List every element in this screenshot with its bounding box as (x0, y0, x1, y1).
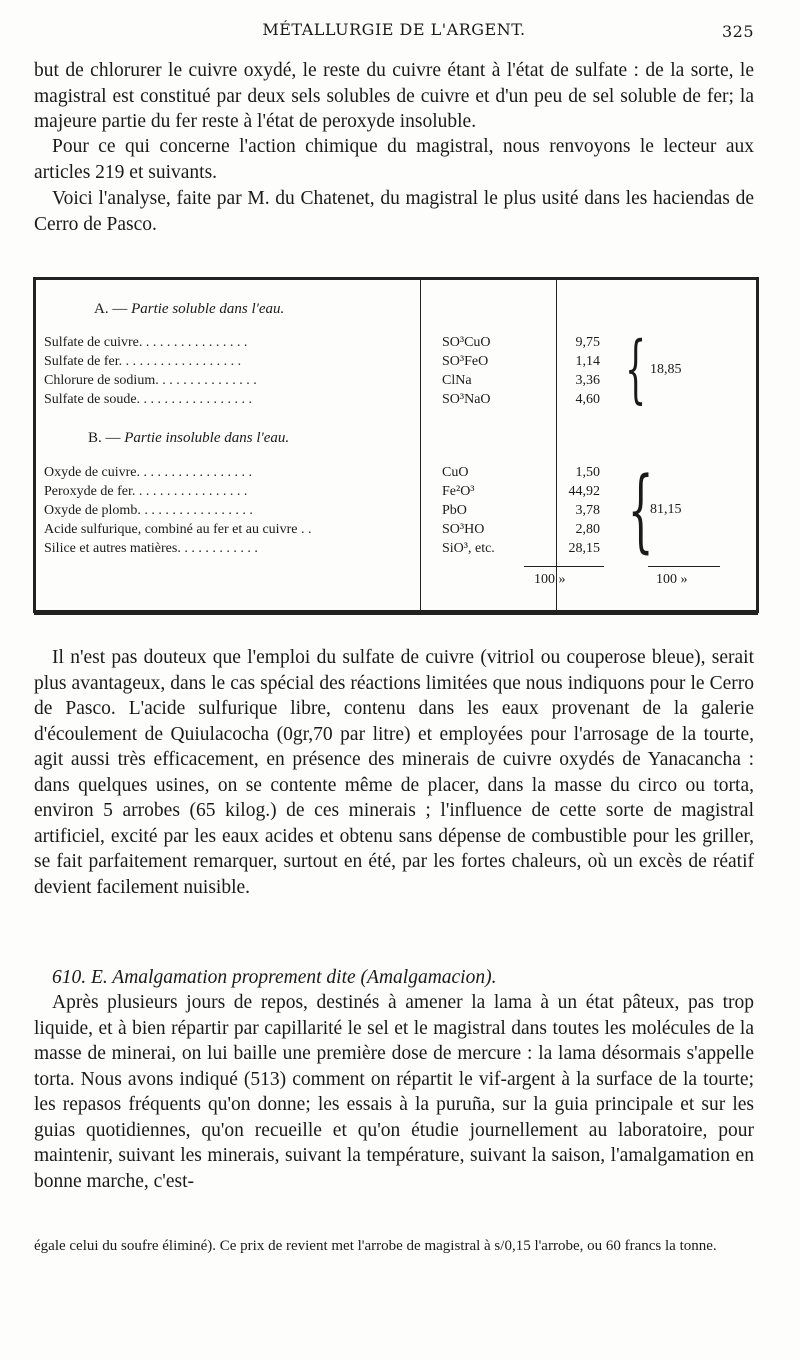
brace-b: { (627, 458, 654, 563)
total-left: 100 » (534, 572, 566, 587)
table-row-name: Acide sulfurique, combiné au fer et au cuivre . . (44, 522, 312, 537)
table-row-value: 28,15 (568, 541, 600, 556)
subtotal-a: 18,85 (650, 362, 682, 377)
total-right: 100 » (656, 572, 688, 587)
table-row-name: Sulfate de soude. . . . . . . . . . . . . . . . . (44, 392, 253, 407)
table-row-value: 3,78 (575, 503, 600, 518)
table-row-formula: PbO (442, 503, 467, 518)
section-heading: 610. E. Amalgamation proprement dite (Amalgamacion). (52, 967, 497, 988)
table-row-formula: SO³FeO (442, 354, 489, 369)
table-row-name: Sulfate de fer. . . . . . . . . . . . . . . . . . (44, 354, 242, 369)
table-row-value: 3,36 (575, 373, 600, 388)
table-row-value: 1,14 (575, 354, 600, 369)
footnote: égale celui du soufre éliminé). Ce prix de revient met l'arrobe de magistral à s/0,15 l'arrobe, ou 60 francs la tonne. (34, 1238, 717, 1254)
sum-rule (648, 566, 720, 567)
page-number: 325 (721, 22, 754, 41)
paragraph: Pour ce qui concerne l'action chimique du magistral, nous renvoyons le lecteur aux articles 219 et suivants. (34, 136, 754, 183)
paragraph: but de chlorurer le cuivre oxydé, le reste du cuivre étant à l'état de sulfate : de la sorte, le magistral est constitué par deux sels solubles de cuivre et d'un peu de sel soluble de fer; la majeure partie du fer reste à l'état de peroxyde insoluble. (34, 60, 754, 132)
table-row-name: Sulfate de cuivre. . . . . . . . . . . . . . . . (44, 335, 248, 350)
sum-rule (524, 566, 604, 567)
brace-a: { (624, 326, 647, 412)
subtotal-b: 81,15 (650, 502, 682, 517)
table-divider (420, 280, 421, 610)
table-row-value: 2,80 (575, 522, 600, 537)
table-row-formula: Fe²O³ (442, 484, 475, 499)
section-b-title: B. — Partie insoluble dans l'eau. (88, 430, 290, 446)
table-row-name: Silice et autres matières. . . . . . . . . . . . (44, 541, 258, 556)
table-row-formula: ClNa (442, 373, 472, 388)
paragraph: Il n'est pas douteux que l'emploi du sulfate de cuivre (vitriol ou couperose bleue), serait plus avantageux, dans le cas spécial des réactions limitées que nous indiquons pour le Cerro de Pasco. L'acide sulfurique libre, contenu dans les eaux provenant de la galerie d'écoulement de Quiulacocha (0gr,70 par litre) et employées pour l'arrosage de la tourte, agit aussi très efficacement, en présence des minerais de cuivre oxydés de Yanacancha : dans quelques usines, on se contente même de placer, dans la masse du circo ou torta, environ 5 arrobes (65 kilog.) de ces minerais ; l'influence de cette sorte de magistral artificiel, excité par les eaux acides et obtenu sans dépense de combustible pour les griller, se fait parfaitement remarquer, surtout en été, par les fortes chaleurs, où un excès de réatif devient facilement nuisible. (34, 647, 754, 898)
table-row-name: Oxyde de plomb. . . . . . . . . . . . . . . . . (44, 503, 253, 518)
running-title: MÉTALLURGIE DE L'ARGENT. (262, 20, 526, 39)
table-row-formula: SO³HO (442, 522, 485, 537)
table-row-value: 1,50 (575, 465, 600, 480)
table-divider (556, 280, 557, 610)
analysis-table (34, 278, 758, 612)
table-row-value: 4,60 (575, 392, 600, 407)
table-row-name: Peroxyde de fer. . . . . . . . . . . . . . . . . (44, 484, 248, 499)
table-row-formula: SO³CuO (442, 335, 491, 350)
table-row-name: Oxyde de cuivre. . . . . . . . . . . . . . . . . (44, 465, 253, 480)
paragraph: Voici l'analyse, faite par M. du Chatenet, du magistral le plus usité dans les haciendas de Cerro de Pasco. (34, 188, 754, 235)
table-row-value: 9,75 (575, 335, 600, 350)
table-row-formula: SiO³, etc. (442, 541, 495, 556)
section-a-title: A. — Partie soluble dans l'eau. (94, 301, 285, 317)
table-row-value: 44,92 (568, 484, 600, 499)
table-row-formula: SO³NaO (442, 392, 491, 407)
table-row-name: Chlorure de sodium. . . . . . . . . . . . . . . (44, 373, 257, 388)
table-row-formula: CuO (442, 465, 469, 480)
paragraph: Après plusieurs jours de repos, destinés à amener la lama à un état pâteux, pas trop liquide, et à bien répartir par capillarité le sel et le magistral dans toutes les molécules de la masse de minerai, on lui baille une première dose de mercure : la lama désormais s'appelle torta. Nous avons indiqué (513) comment on répartit le vif-argent à la surface de la tourte; les repasos fréquents qu'on donne; les essais à la puruña, sur la guia principale et sur les guias quotidiennes, qu'on recueille et qu'on étudie journellement au laboratoire, pour maintenir, suivant les minerais, suivant la température, suivant la saison, l'amalgamation en bonne marche, c'est- (34, 992, 754, 1192)
running-header (34, 20, 754, 44)
